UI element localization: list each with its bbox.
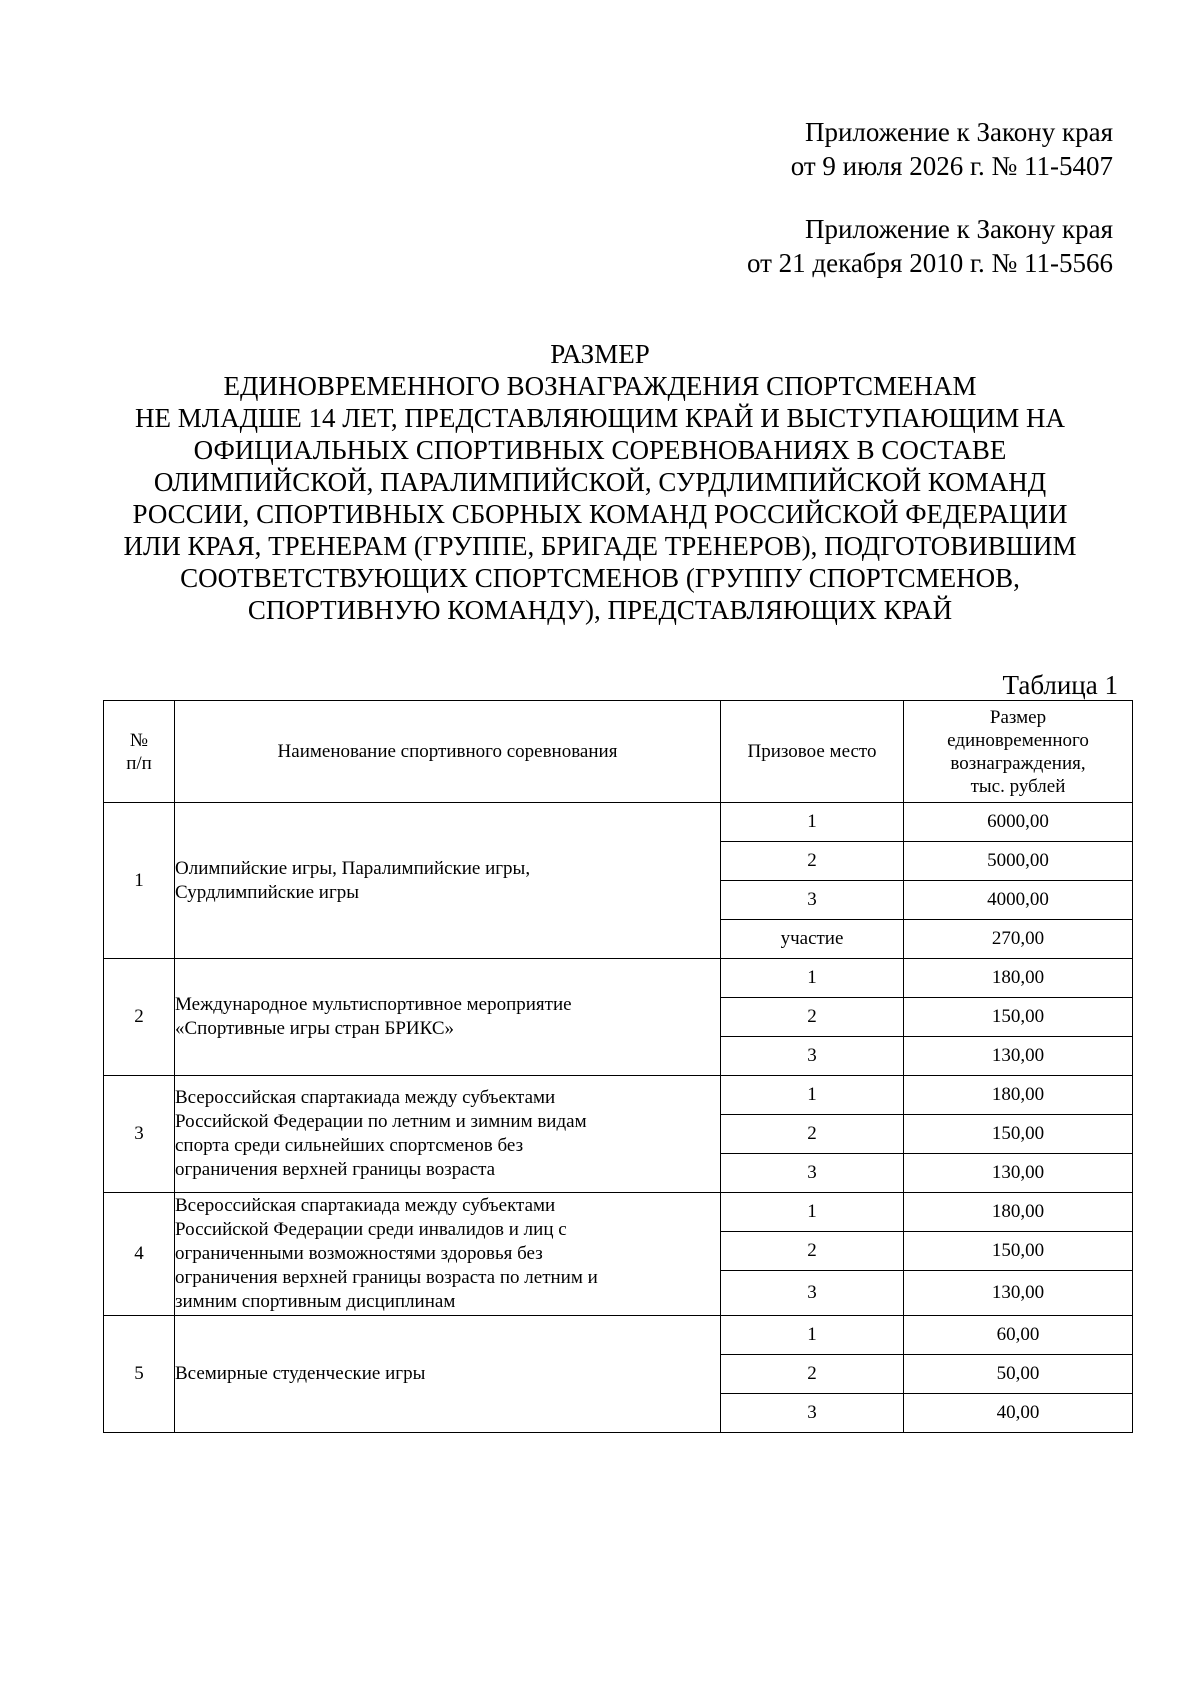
competition-name (175, 959, 721, 1076)
prize-place: 2 (721, 1115, 904, 1154)
appendix-original-line1: Приложение к Закону края (804, 214, 1113, 244)
title-line: ИЛИ КРАЯ, ТРЕНЕРАМ (ГРУППЕ, БРИГАДЕ ТРЕНЕРОВ), ПОДГОТОВИВШИМ (123, 531, 1077, 561)
table-label: Таблица 1 (1002, 670, 1118, 700)
competition-name-line: спорта среди сильнейших спортсменов без (175, 1135, 524, 1156)
prize-place: 1 (721, 803, 904, 842)
award-amount: 6000,00 (904, 803, 1133, 842)
header-amount-line: единовременного (947, 729, 1089, 751)
prize-place: 1 (721, 1076, 904, 1115)
competition-name-line: Олимпийские игры, Паралимпийские игры, (175, 857, 531, 879)
award-amount: 50,00 (904, 1355, 1133, 1394)
appendix-current-law (791, 115, 1113, 183)
row-number: 4 (104, 1193, 175, 1316)
prize-place: 2 (721, 998, 904, 1037)
header-prize-place: Призовое место (721, 701, 904, 803)
header-number-line: п/п (126, 752, 152, 774)
appendix-current-line1: Приложение к Закону края (804, 117, 1113, 147)
row-number: 2 (104, 959, 175, 1076)
competition-name-line: ограничения верхней границы возраста по летним и (175, 1267, 598, 1288)
prize-place: 3 (721, 881, 904, 920)
competition-name-line: Всемирные студенческие игры (175, 1363, 426, 1384)
competition-name-line: Российской Федерации по летним и зимним видам (175, 1111, 587, 1132)
competition-name-line: зимним спортивным дисциплинам (175, 1291, 456, 1312)
prize-place: 3 (721, 1271, 904, 1316)
table-row (104, 1193, 1133, 1232)
row-number: 5 (104, 1316, 175, 1433)
prize-place: 1 (721, 1193, 904, 1232)
competition-name (175, 1193, 721, 1316)
prize-place: 2 (721, 842, 904, 881)
prize-place: 1 (721, 1316, 904, 1355)
competition-name-line: Всероссийская спартакиада между субъектами (175, 1087, 556, 1108)
header-award-amount (904, 701, 1133, 803)
competition-name (175, 1076, 721, 1193)
prize-place: 3 (721, 1037, 904, 1076)
competition-name-line: Сурдлимпийские игры (175, 881, 360, 903)
title-line: СООТВЕТСТВУЮЩИХ СПОРТСМЕНОВ (ГРУППУ СПОРТСМЕНОВ, (180, 563, 1020, 593)
table-row (104, 959, 1133, 998)
award-amount: 5000,00 (904, 842, 1133, 881)
header-number-line: № (129, 729, 149, 751)
award-amount: 150,00 (904, 1232, 1133, 1271)
row-number: 3 (104, 1076, 175, 1193)
prize-place: 3 (721, 1154, 904, 1193)
title-line: ОФИЦИАЛЬНЫХ СПОРТИВНЫХ СОРЕВНОВАНИЯХ В СОСТАВЕ (193, 435, 1007, 465)
header-amount-line: вознаграждения, (950, 752, 1086, 774)
award-amount: 180,00 (904, 1193, 1133, 1232)
award-amount: 130,00 (904, 1037, 1133, 1076)
table-header-row (104, 701, 1133, 803)
prize-place: 2 (721, 1355, 904, 1394)
award-amount: 130,00 (904, 1154, 1133, 1193)
document-title (100, 338, 1100, 626)
award-amount: 180,00 (904, 959, 1133, 998)
award-amount: 150,00 (904, 1115, 1133, 1154)
title-line: РАЗМЕР (550, 339, 650, 369)
appendix-original-line2: от 21 декабря 2010 г. № 11-5566 (746, 248, 1113, 278)
awards-table (103, 700, 1133, 1433)
header-amount-line: тыс. рублей (970, 775, 1066, 797)
header-amount-line: Размер (989, 706, 1047, 728)
title-line: РОССИИ, СПОРТИВНЫХ СБОРНЫХ КОМАНД РОССИЙСКОЙ ФЕДЕРАЦИИ (132, 499, 1068, 529)
prize-place: 3 (721, 1394, 904, 1433)
row-number: 1 (104, 803, 175, 959)
title-line: ЕДИНОВРЕМЕННОГО ВОЗНАГРАЖДЕНИЯ СПОРТСМЕНАМ (223, 371, 977, 401)
award-amount: 130,00 (904, 1271, 1133, 1316)
table-row (104, 803, 1133, 842)
title-line: СПОРТИВНУЮ КОМАНДУ), ПРЕДСТАВЛЯЮЩИХ КРАЙ (247, 595, 953, 625)
prize-place: 1 (721, 959, 904, 998)
competition-name-line: ограничения верхней границы возраста (175, 1159, 496, 1180)
appendix-current-line2: от 9 июля 2026 г. № 11-5407 (790, 151, 1113, 181)
competition-name-line: ограниченными возможностями здоровья без (175, 1243, 543, 1264)
appendix-original-law (747, 212, 1113, 280)
award-amount: 40,00 (904, 1394, 1133, 1433)
award-amount: 4000,00 (904, 881, 1133, 920)
award-amount: 150,00 (904, 998, 1133, 1037)
header-number (104, 701, 175, 803)
title-line: НЕ МЛАДШЕ 14 ЛЕТ, ПРЕДСТАВЛЯЮЩИМ КРАЙ И ВЫСТУПАЮЩИМ НА (135, 403, 1065, 433)
header-competition-name: Наименование спортивного соревнования (175, 701, 721, 803)
competition-name (175, 803, 721, 959)
competition-name-line: Международное мультиспортивное мероприятие (175, 994, 572, 1015)
competition-name (175, 1316, 721, 1433)
table-row (104, 1076, 1133, 1115)
award-amount: 180,00 (904, 1076, 1133, 1115)
title-line: ОЛИМПИЙСКОЙ, ПАРАЛИМПИЙСКОЙ, СУРДЛИМПИЙСКОЙ КОМАНД (153, 467, 1047, 497)
prize-place: участие (721, 920, 904, 959)
award-amount: 270,00 (904, 920, 1133, 959)
competition-name-line: Российской Федерации среди инвалидов и лиц с (175, 1219, 567, 1240)
competition-name-line: Всероссийская спартакиада между субъектами (175, 1195, 556, 1216)
award-amount: 60,00 (904, 1316, 1133, 1355)
competition-name-line: «Спортивные игры стран БРИКС» (175, 1018, 455, 1039)
table-row (104, 1316, 1133, 1355)
prize-place: 2 (721, 1232, 904, 1271)
